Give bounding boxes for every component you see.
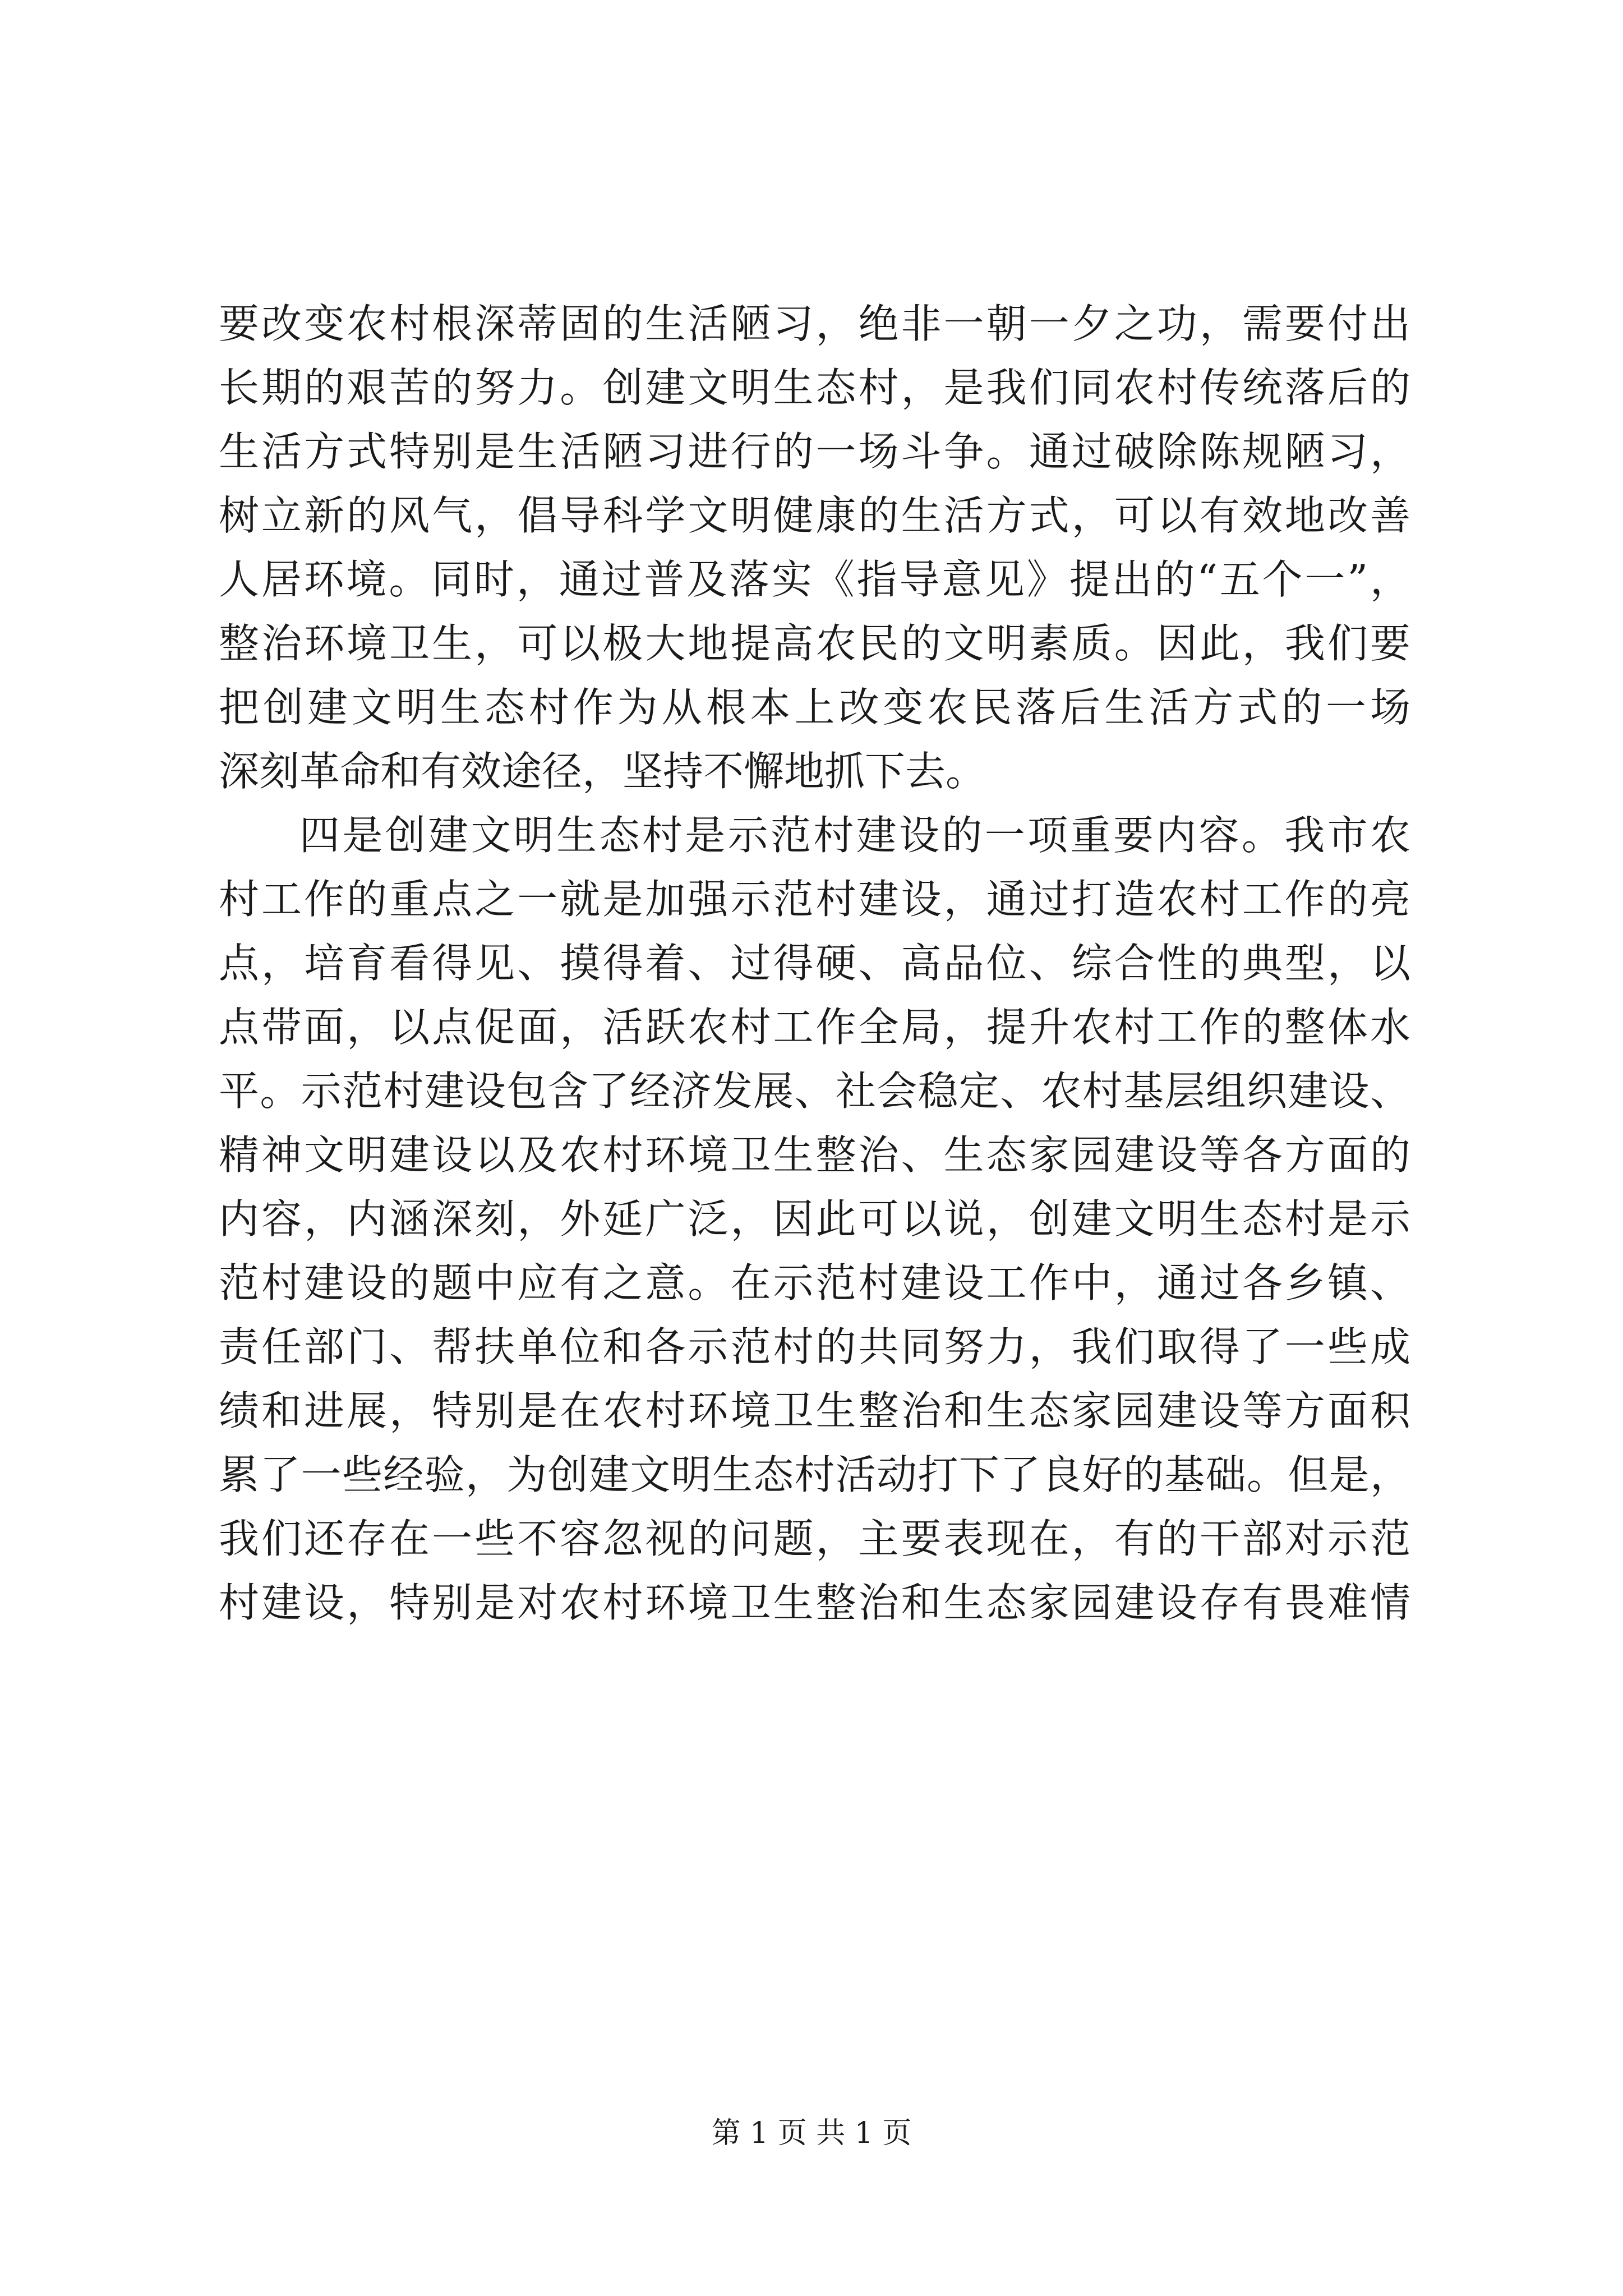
text-line: 要改变农村根深蒂固的生活陋习，绝非一朝一夕之功，需要付出 [219,300,1410,347]
text-line: 点带面，以点促面，活跃农村工作全局，提升农村工作的整体水 [219,1004,1410,1051]
text-line: 累了一些经验，为创建文明生态村活动打下了良好的基础。但是， [219,1451,1410,1498]
text-line: 村建设，特别是对农村环境卫生整治和生态家园建设存有畏难情 [219,1579,1410,1626]
text-line: 点，培育看得见、摸得着、过得硬、高品位、综合性的典型，以 [219,940,1410,987]
text-line: 范村建设的题中应有之意。在示范村建设工作中，通过各乡镇、 [219,1259,1410,1306]
text-line: 精神文明建设以及农村环境卫生整治、生态家园建设等各方面的 [219,1131,1410,1179]
body-text [219,292,1410,1635]
text-line: 树立新的风气，倡导科学文明健康的生活方式，可以有效地改善 [219,492,1410,539]
text-line: 整治环境卫生，可以极大地提高农民的文明素质。因此，我们要 [219,620,1410,667]
page-number-label: 第 1 页 共 1 页 [711,2116,912,2150]
text-line: 村工作的重点之一就是加强示范村建设，通过打造农村工作的亮 [219,876,1410,923]
text-line: 深刻革命和有效途径，坚持不懈地抓下去。 [219,748,986,795]
text-line: 平。示范村建设包含了经济发展、社会稳定、农村基层组织建设、 [219,1068,1410,1115]
page-footer [0,2109,1623,2151]
text-line: 把创建文明生态村作为从根本上改变农民落后生活方式的一场 [219,684,1410,731]
text-line: 我们还存在一些不容忽视的问题，主要表现在，有的干部对示范 [219,1515,1410,1562]
text-line: 长期的艰苦的努力。创建文明生态村，是我们同农村传统落后的 [219,364,1410,411]
text-line: 人居环境。同时，通过普及落实《指导意见》提出的“五个一”， [219,556,1410,603]
text-line: 生活方式特别是生活陋习进行的一场斗争。通过破除陈规陋习， [219,428,1410,475]
text-line: 四是创建文明生态村是示范村建设的一项重要内容。我市农 [299,812,1410,859]
text-line: 责任部门、帮扶单位和各示范村的共同努力，我们取得了一些成 [219,1323,1410,1370]
text-line: 内容，内涵深刻，外延广泛，因此可以说，创建文明生态村是示 [219,1195,1410,1243]
text-line: 绩和进展，特别是在农村环境卫生整治和生态家园建设等方面积 [219,1387,1410,1434]
